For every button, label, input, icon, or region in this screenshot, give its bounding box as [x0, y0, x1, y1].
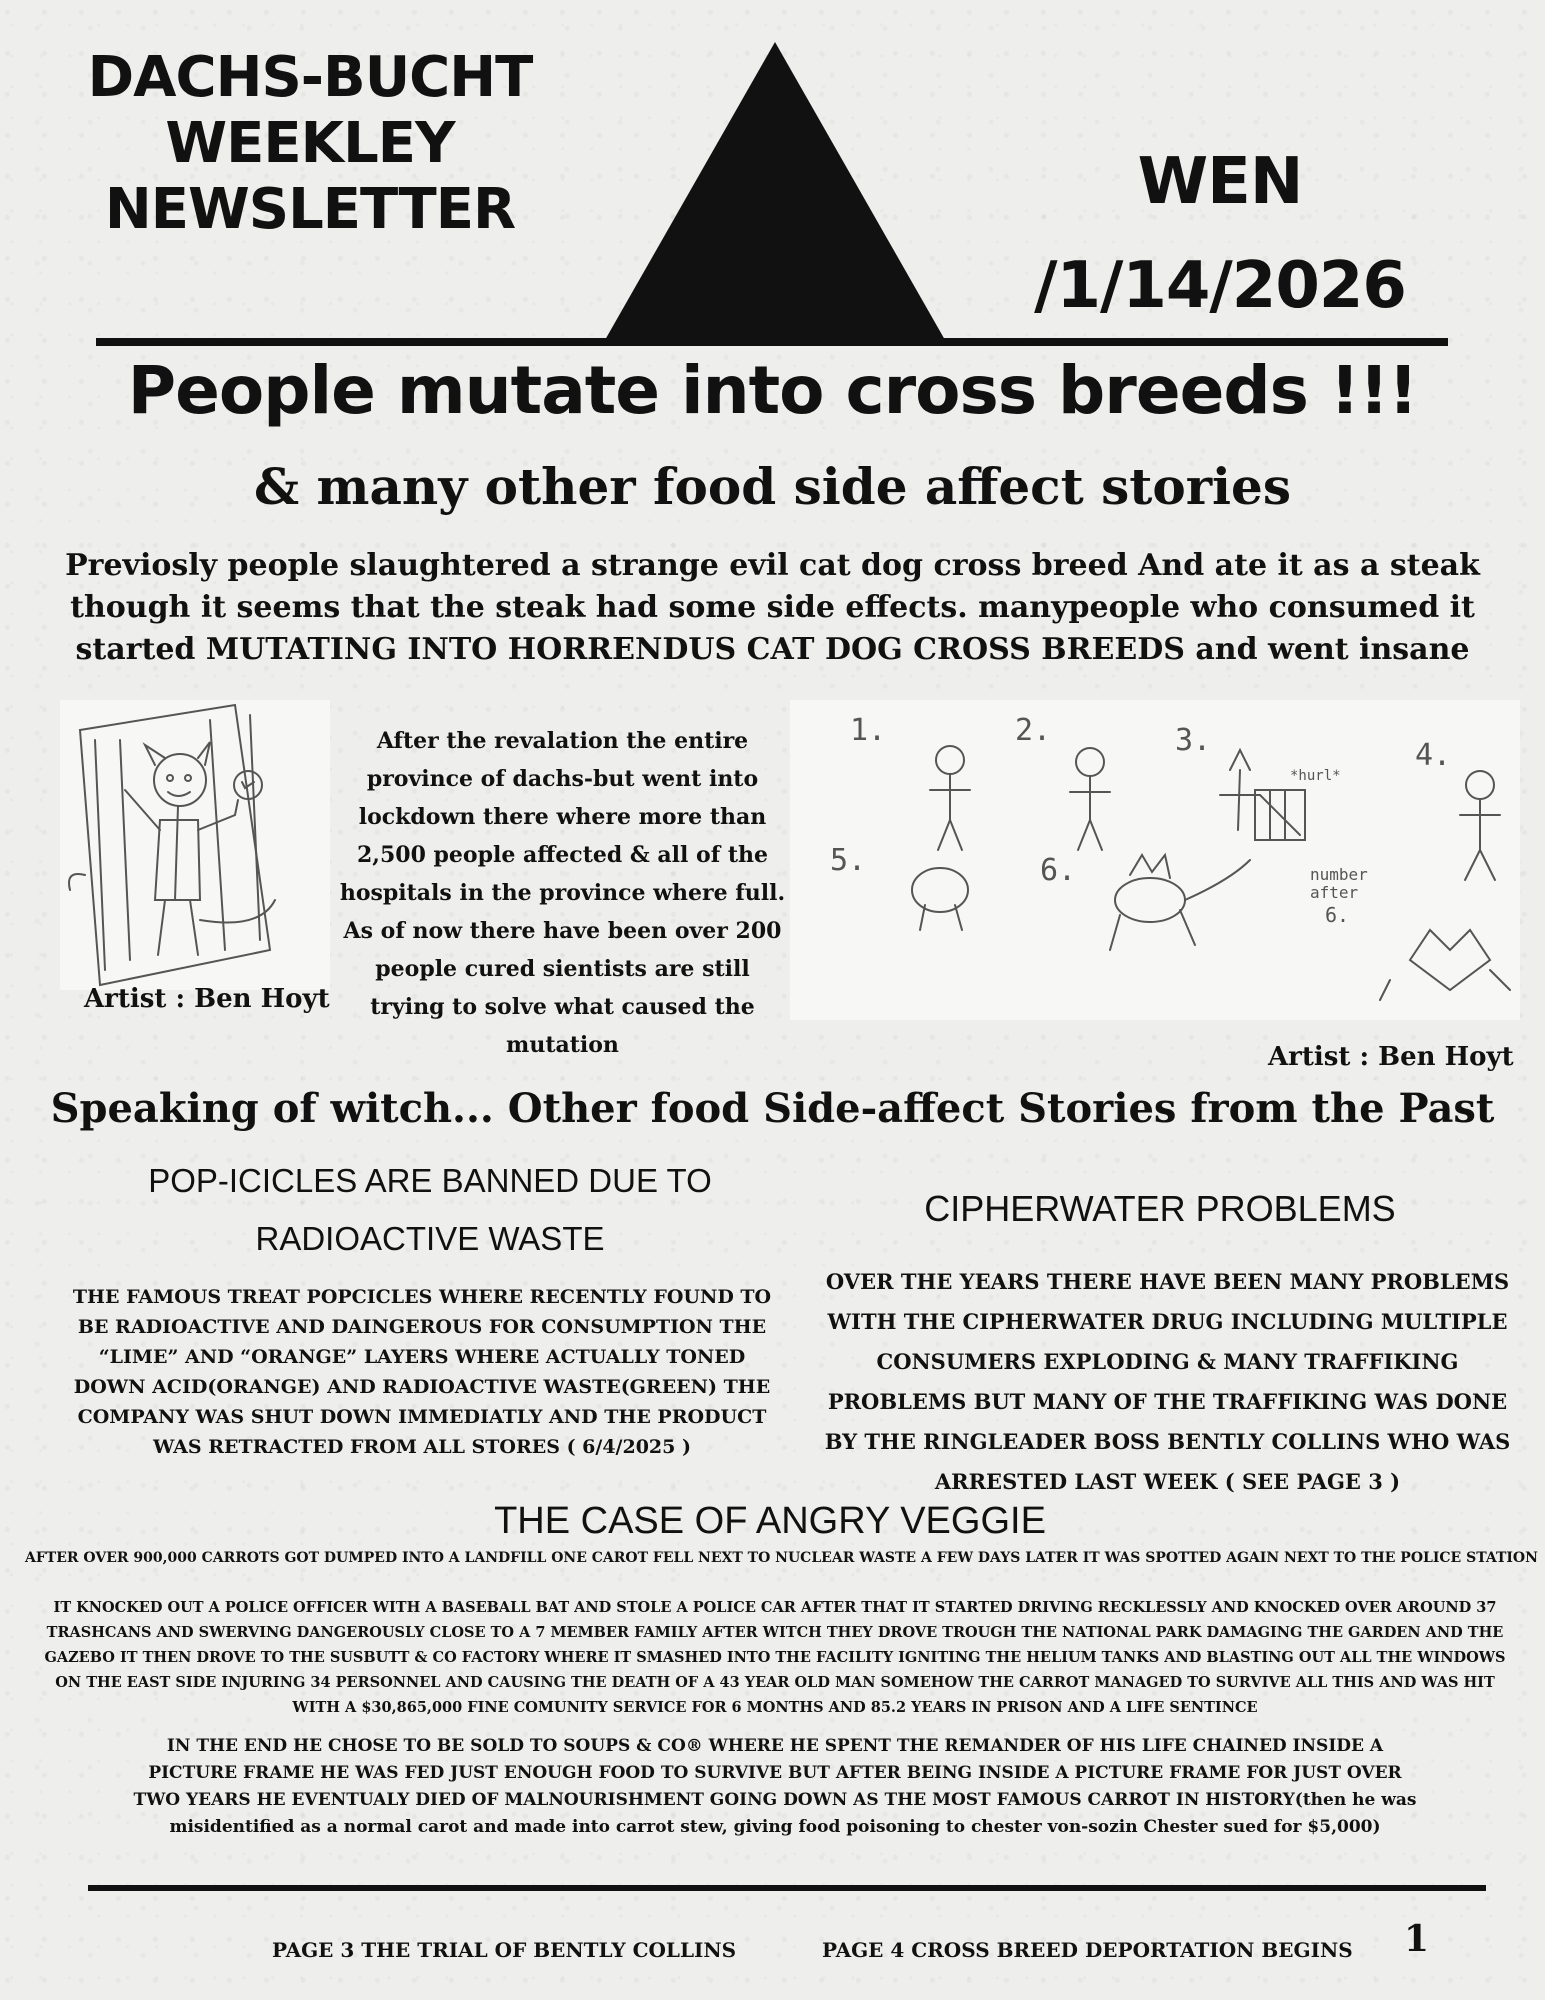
- lockdown-story: After the revalation the entire province of dachs-but went into lockdown there where more than 2,500 people affected & all of the hospitals in the province where full. As of now there have been over 200 people cured sientists are still trying to solve what caused the mutation: [339, 728, 786, 1058]
- sketch-label: 3.: [1175, 723, 1212, 758]
- sketch-label: *hurl*: [1290, 768, 1341, 784]
- title-line: DACHS-BUCHT: [87, 45, 533, 110]
- lead-paragraph: [30, 545, 1515, 671]
- lead-line: though it seems that the steak had some side effects. manypeople who consumed it: [70, 590, 1475, 625]
- sketch-label: after: [1310, 883, 1359, 902]
- sketch-mutant-in-cage: [60, 700, 330, 990]
- sketch-label: number: [1310, 865, 1368, 884]
- masthead-divider: [96, 338, 1448, 346]
- cipherwater-headline: CIPHERWATER PROBLEMS: [924, 1188, 1396, 1229]
- popsicle-headline: [90, 1152, 770, 1268]
- sub-headline: & many other food side affect stories: [253, 457, 1291, 516]
- veggie-paragraph-1: AFTER OVER 900,000 CARROTS GOT DUMPED INTO A LANDFILL ONE CAROT FELL NEXT TO NUCLEAR WASTE A FEW DAYS LATER IT WAS SPOTTED AGAIN NEXT TO THE POLICE STATION: [25, 1550, 1538, 1566]
- veggie-headline: THE CASE OF ANGRY VEGGIE: [494, 1500, 1046, 1542]
- sketch-mutation-stages: [790, 700, 1520, 1020]
- sketch-label: 4.: [1415, 738, 1452, 773]
- headline-line: RADIOACTIVE WASTE: [255, 1220, 605, 1257]
- popsicle-story: THE FAMOUS TREAT POPCICLES WHERE RECENTLY FOUND TO BE RADIOACTIVE AND DAINGEROUS FOR CONSUMPTION THE “LIME” AND “ORANGE” LAYERS WHERE ACTUALLY TONED DOWN ACID(ORANGE) AND RADIOACTIVE WASTE(GREEN) THE COMPANY WAS SHUT DOWN IMMEDIATLY AND THE PRODUCT WAS RETRACTED FROM ALL STORES ( 6/4/2025 ): [72, 1286, 772, 1458]
- page-4-teaser: PAGE 4 CROSS BREED DEPORTATION BEGINS: [822, 1938, 1353, 1962]
- issue-date-value: /1/14/2026: [1034, 249, 1406, 323]
- page-number: 1: [1404, 1918, 1430, 1960]
- issue-date: [980, 130, 1460, 338]
- sketch-label: 2.: [1015, 713, 1052, 748]
- newsletter-title: [60, 45, 560, 243]
- headline-line: POP-ICICLES ARE BANNED DUE TO: [148, 1162, 712, 1199]
- sketch-caption-left: Artist : Ben Hoyt: [84, 984, 330, 1014]
- title-line: WEEKLEY: [165, 111, 455, 176]
- title-line: NEWSLETTER: [104, 177, 516, 242]
- sketch-label: 1.: [850, 713, 887, 748]
- cipherwater-story: OVER THE YEARS THERE HAVE BEEN MANY PROBLEMS WITH THE CIPHERWATER DRUG INCLUDING MULTIPLE CONSUMERS EXPLODING & MANY TRAFFIKING PROBLEMS BUT MANY OF THE TRAFFIKING WAS DONE BY THE RINGLEADER BOSS BENTLY COLLINS WHO WAS ARRESTED LAST WEEK ( SEE PAGE 3 ): [824, 1269, 1511, 1494]
- sketch-label: 6.: [1325, 903, 1350, 927]
- lead-line: Previosly people slaughtered a strange evil cat dog cross breed And ate it as a steak: [65, 548, 1480, 583]
- triangle-logo: [605, 42, 945, 340]
- lead-line: started MUTATING INTO HORRENDUS CAT DOG CROSS BREEDS and went insane: [75, 632, 1470, 667]
- issue-day: WEN: [1137, 145, 1303, 219]
- veggie-paragraph-2: IT KNOCKED OUT A POLICE OFFICER WITH A BASEBALL BAT AND STOLE A POLICE CAR AFTER THAT IT STARTED DRIVING RECKLESSLY AND KNOCKED OVER AROUND 37 TRASHCANS AND SWERVING DANGEROUSLY CLOSE TO A 7 MEMBER FAMILY AFTER WITCH THEY DROVE TROUGH THE NATIONAL PARK DAMAGING THE GARDEN AND THE GAZEBO IT THEN DROVE TO THE SUSBUTT & CO FACTORY WHERE IT SMASHED INTO THE FACILITY IGNITING THE HELIUM TANKS AND BLASTING OUT ALL THE WINDOWS ON THE EAST SIDE INJURING 34 PERSONNEL AND CAUSING THE DEATH OF A 43 YEAR OLD MAN SOMEHOW THE CARROT MANAGED TO SURVIVE ALL THIS AND WAS HIT WITH A $30,865,000 FINE COMUNITY SERVICE FOR 6 MONTHS AND 85.2 YEARS IN PRISON AND A LIFE SENTINCE: [44, 1599, 1506, 1716]
- veggie-paragraph-3: IN THE END HE CHOSE TO BE SOLD TO SOUPS & CO® WHERE HE SPENT THE REMANDER OF HIS LIFE CHAINED INSIDE A PICTURE FRAME HE WAS FED JUST ENOUGH FOOD TO SURVIVE BUT AFTER BEING INSIDE A PICTURE FRAME FOR JUST OVER TWO YEARS HE EVENTUALY DIED OF MALNOURISHMENT GOING DOWN AS THE MOST FAMOUS CARROT IN HISTORY(then he was misidentified as a normal carot and made into carrot stew, giving food poisoning to chester von-sozin Chester sued for $5,000): [133, 1736, 1417, 1837]
- footer-divider: [88, 1885, 1486, 1891]
- page-3-teaser: PAGE 3 THE TRIAL OF BENTLY COLLINS: [272, 1938, 737, 1962]
- main-headline: People mutate into cross breeds !!!: [127, 352, 1418, 429]
- section-heading: Speaking of witch... Other food Side-affect Stories from the Past: [50, 1085, 1495, 1132]
- sketch-label: 6.: [1040, 853, 1077, 888]
- sketch-caption-right: Artist : Ben Hoyt: [1268, 1042, 1514, 1072]
- sketch-label: 5.: [830, 843, 867, 878]
